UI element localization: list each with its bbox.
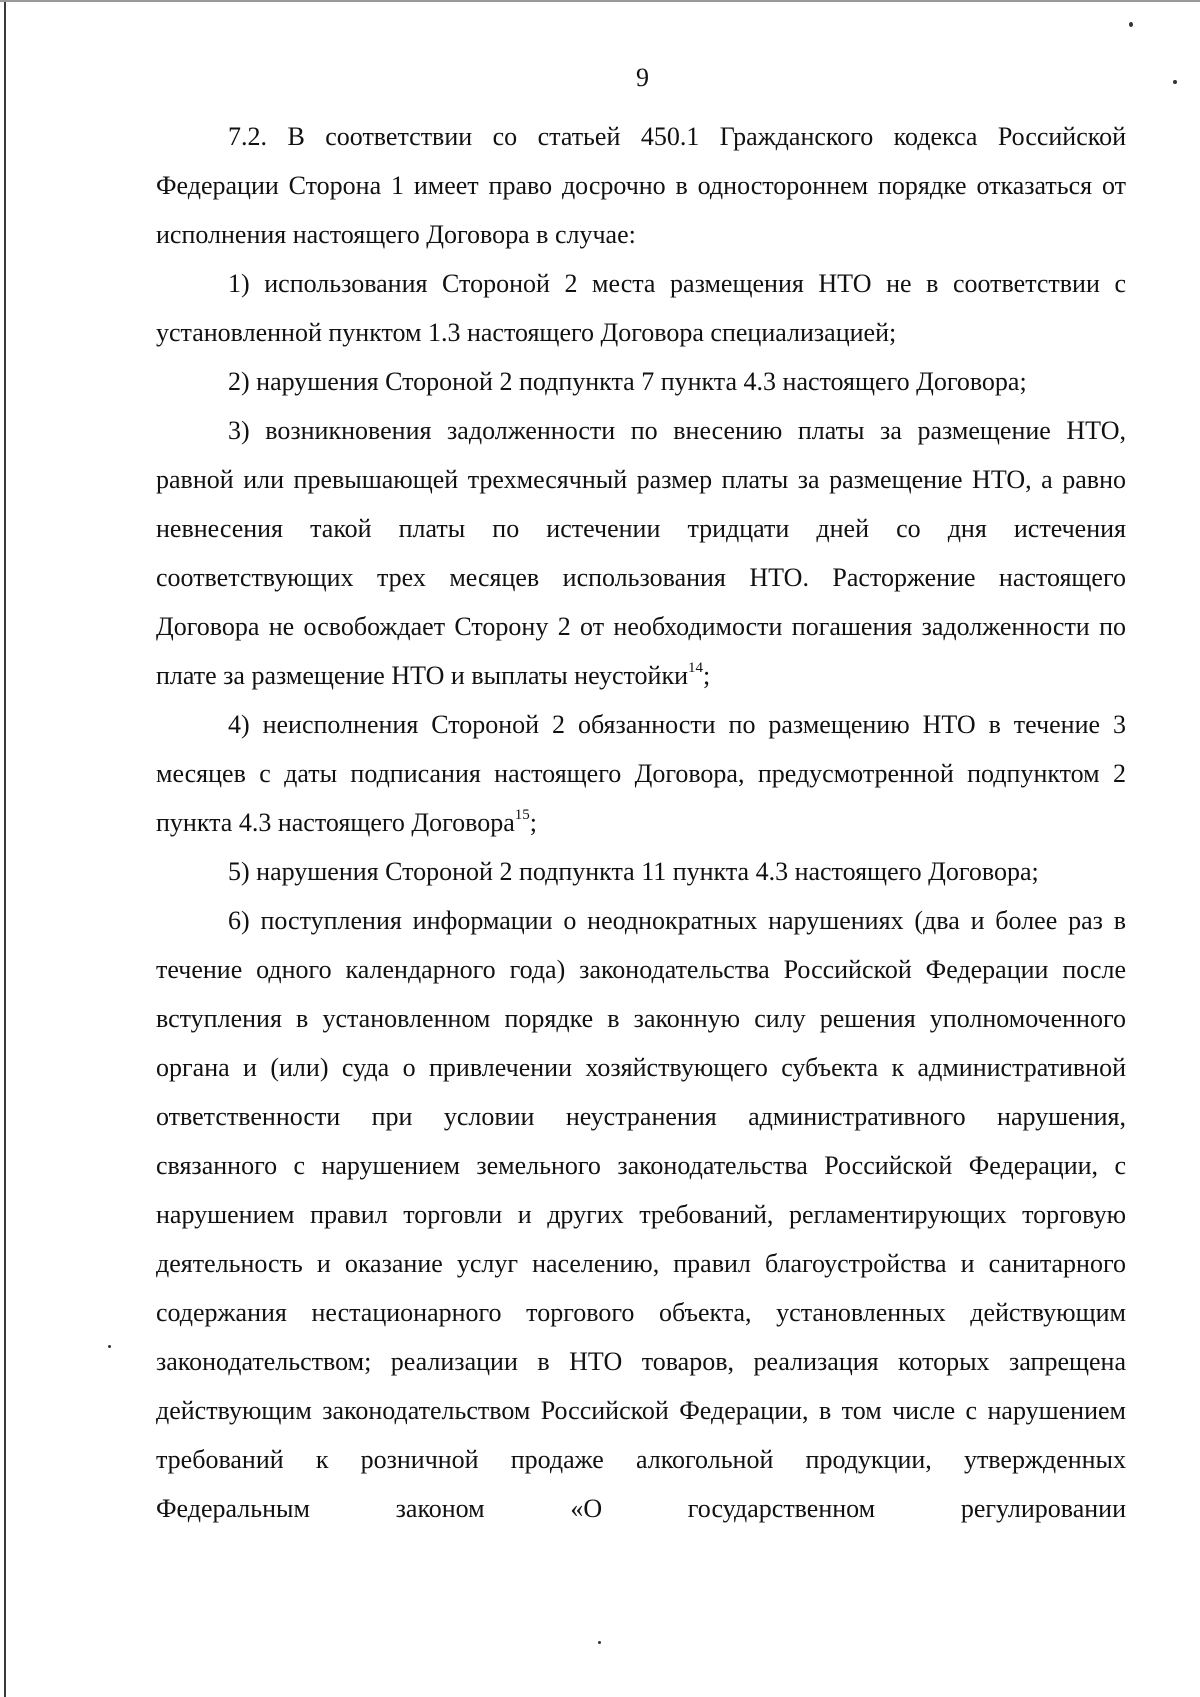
list-item-5: 5) нарушения Стороной 2 подпункта 11 пункта 4.3 настоящего Договора; [228, 857, 1039, 886]
list-item-3-text: 3) возникновения задолженности по внесению платы за размещение НТО, равной или превышающей трехмесячный размер платы за размещение НТО, а равно невнесения такой платы по истечении тридцати дней со дня истечения соответствующих трех месяцев использования НТО. Расторжение настоящего Договора не освобождает Сторону 2 от необходимости погашения задолженности по плате за размещение НТО и выплаты неустойки [156, 416, 1126, 690]
scan-left-edge [4, 0, 6, 1697]
scan-speck [598, 1641, 601, 1644]
list-item-4 [156, 700, 1126, 847]
scan-speck [108, 1345, 111, 1348]
footnote-ref-14[interactable]: 14 [688, 660, 703, 676]
list-item-4-text: 4) неисполнения Стороной 2 обязанности по размещению НТО в течение 3 месяцев с даты подписания настоящего Договора, предусмотренной подпунктом 2 пункта 4.3 настоящего Договора [156, 710, 1126, 837]
list-item-2: 2) нарушения Стороной 2 подпункта 7 пункта 4.3 настоящего Договора; [228, 367, 1027, 396]
list-item-1: 1) использования Стороной 2 места размещения НТО не в соответствии с установленной пунктом 1.3 настоящего Договора специализацией; [156, 269, 1126, 347]
scan-speck [1129, 22, 1133, 27]
list-item-4-end: ; [529, 808, 538, 837]
scan-top-edge [0, 0, 1200, 2]
document-body [156, 112, 1126, 1533]
list-item-3-end: ; [703, 661, 711, 690]
list-item-3 [156, 406, 1126, 700]
list-item-6: 6) поступления информации о неоднократных нарушениях (два и более раз в течение одного календарного года) законодательства Российской Федерации после вступления в установленном порядке в законную силу решения уполномоченного органа и (или) суда о привлечении хозяйствующего субъекта к административной ответственности при условии неустранения административного нарушения, связанного с нарушением земельного законодательства Российской Федерации, с нарушением правил торговли и других требований, регламентирующих торговую деятельность и оказание услуг населению, правил благоустройства и санитарного содержания нестационарного торгового объекта, установленных действующим законодательством; реализации в НТО товаров, реализация которых запрещена действующим законодательством Российской Федерации, в том числе с нарушением требований к розничной продаже алкогольной продукции, утвержденных Федеральным законом «О государственном регулировании [156, 906, 1126, 1523]
footnote-ref-15[interactable]: 15 [514, 807, 530, 823]
section-7-2-intro: 7.2. В соответствии со статьей 450.1 Гражданского кодекса Российской Федерации Сторона 1 имеет право досрочно в одностороннем порядке отказаться от исполнения настоящего Договора в случае: [156, 122, 1126, 249]
page-number: 9 [636, 63, 649, 92]
